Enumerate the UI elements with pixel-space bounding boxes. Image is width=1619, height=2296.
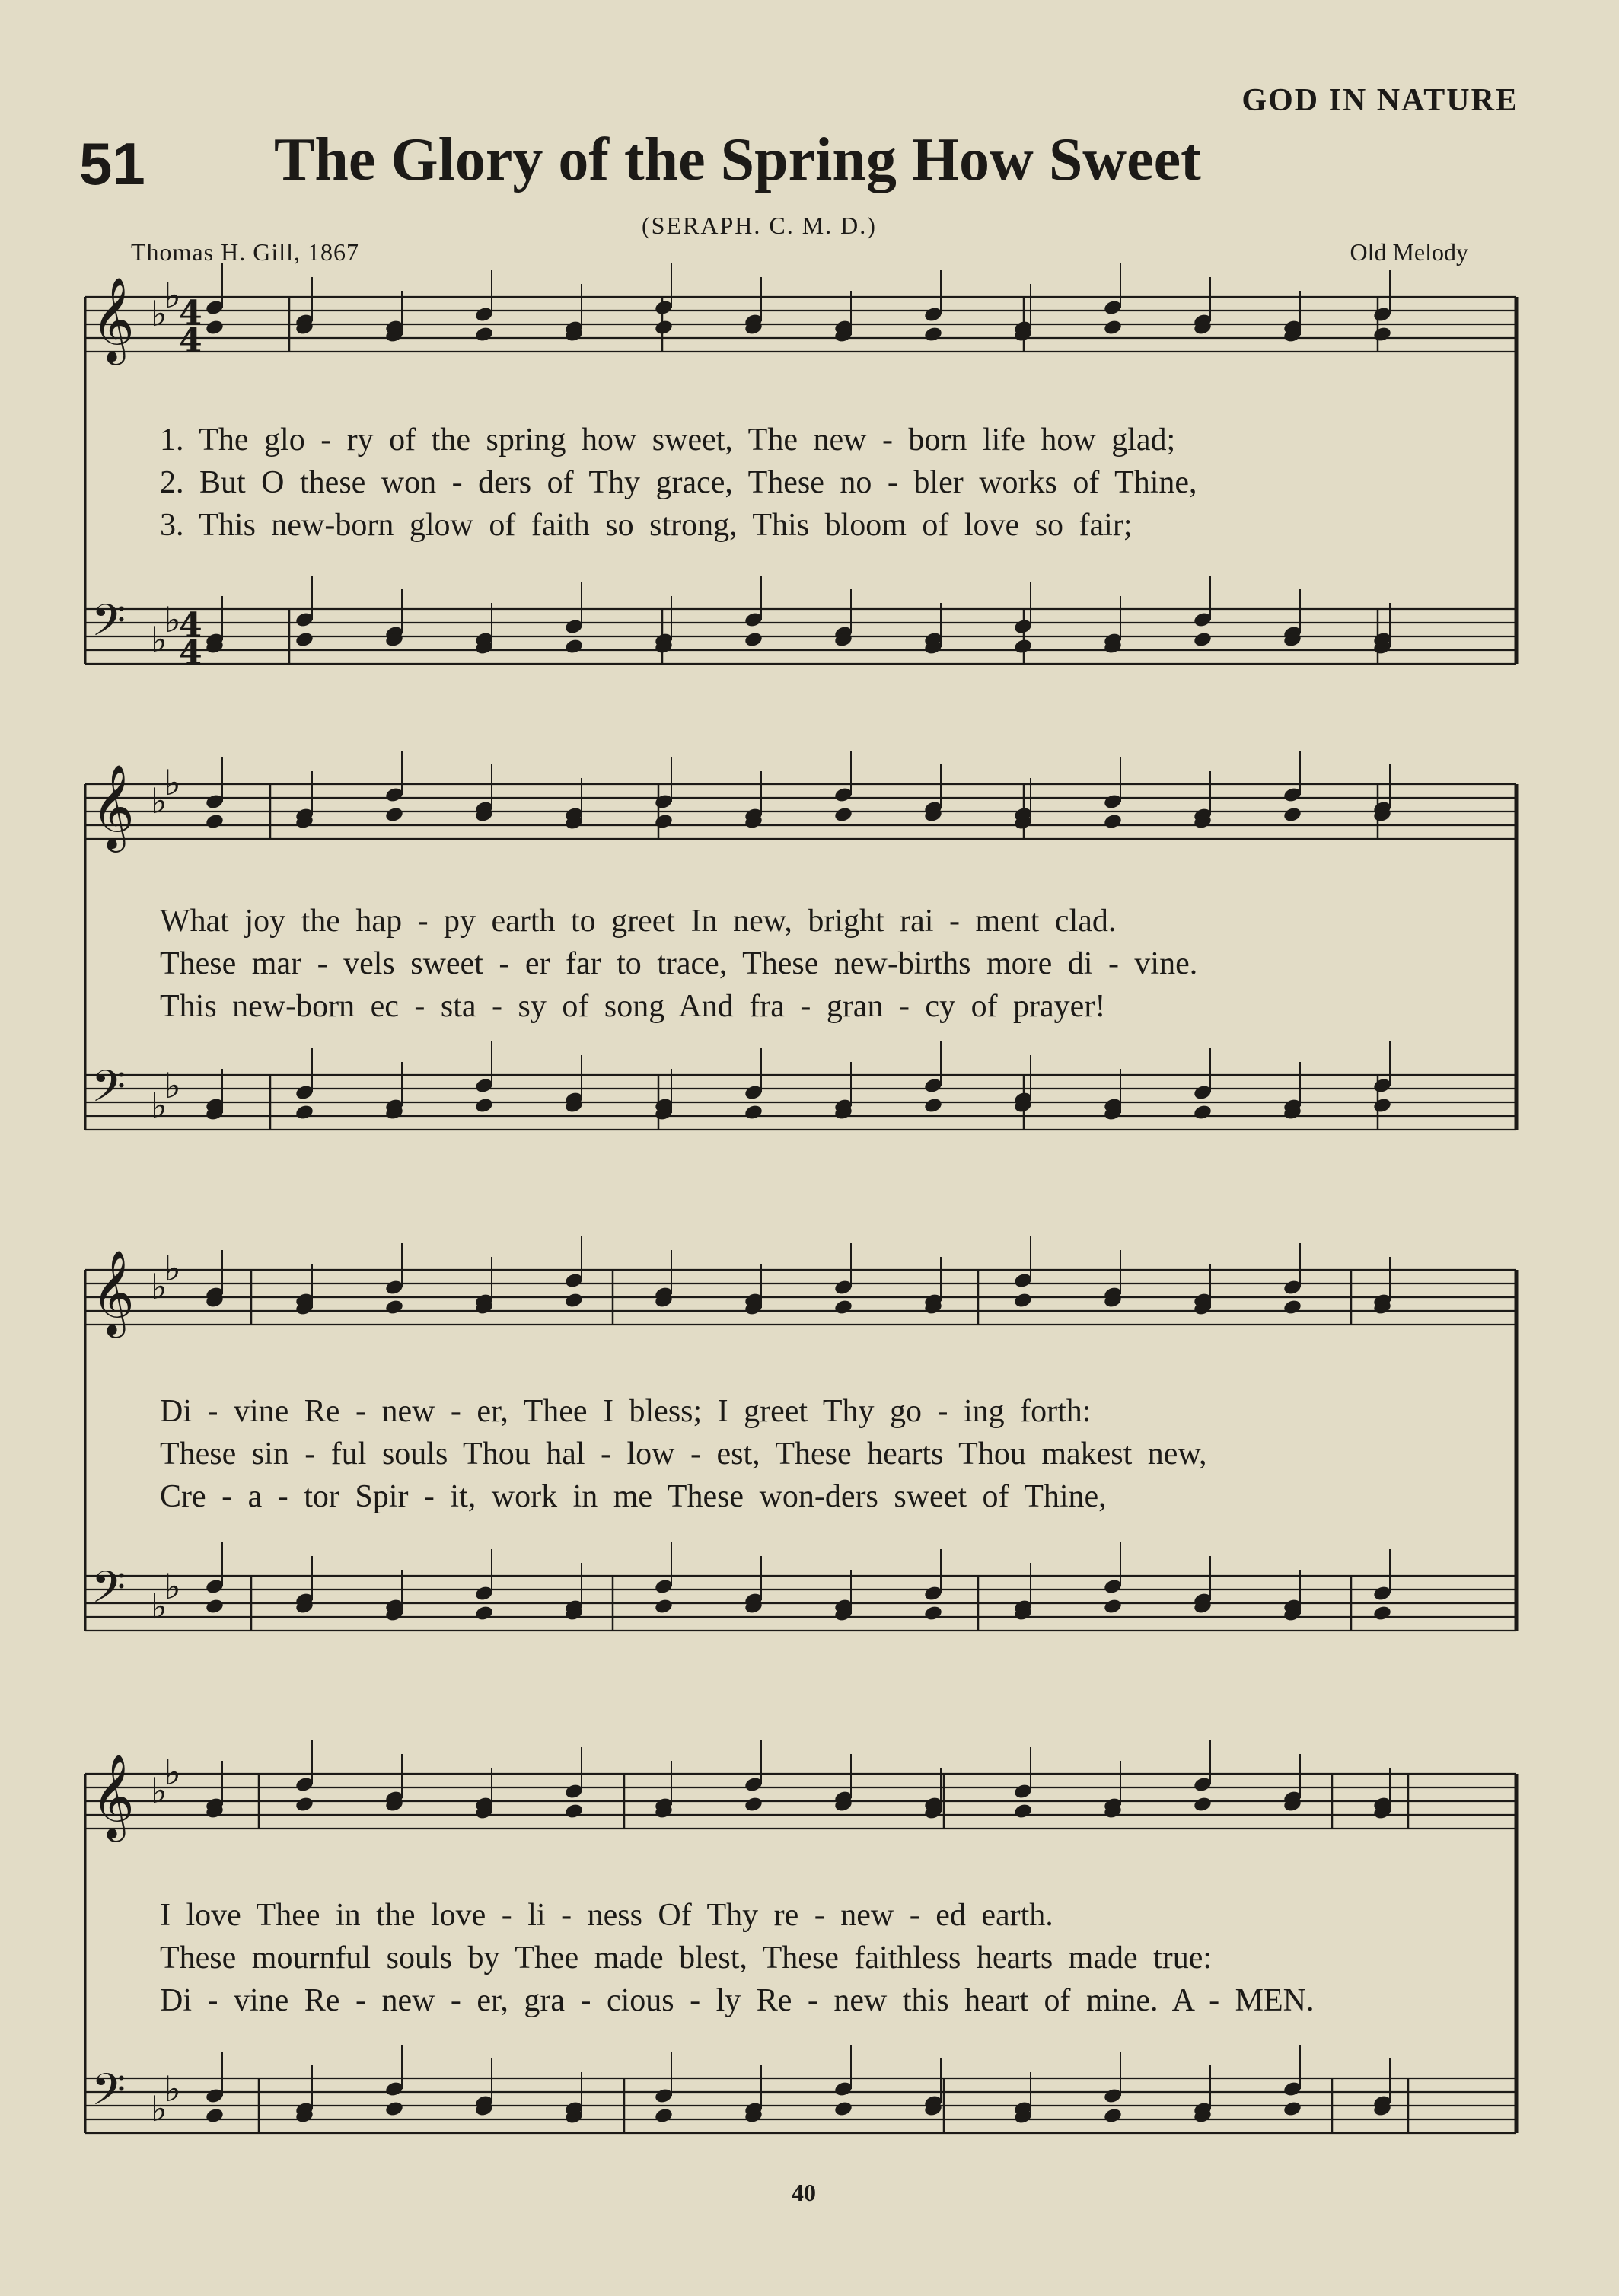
note-head xyxy=(923,326,943,343)
flat-sign: ♭ xyxy=(164,2068,181,2109)
note-head xyxy=(833,806,853,824)
note-head xyxy=(923,1097,943,1115)
note-head xyxy=(384,1299,404,1316)
hymn-title: The Glory of the Spring How Sweet xyxy=(274,126,1201,193)
time-signature: 4 xyxy=(179,294,202,333)
flat-sign: ♭ xyxy=(151,780,167,821)
note-head xyxy=(1372,326,1392,343)
note-head xyxy=(1283,806,1302,824)
flat-sign: ♭ xyxy=(164,1752,181,1793)
flat-sign: ♭ xyxy=(164,1065,181,1106)
lyric-line: Di - vine Re - new - er, gra - cious - ly Re - new this heart of mine. A - MEN. xyxy=(160,1983,1315,2018)
lyric-line: 2. But O these won - ders of Thy grace, These no - bler works of Thine, xyxy=(160,465,1197,500)
lyric-line: Cre - a - tor Spir - it, work in me These won-ders sweet of Thine, xyxy=(160,1479,1107,1514)
note-head xyxy=(744,1104,763,1121)
note-head xyxy=(1193,1104,1213,1121)
flat-sign: ♭ xyxy=(151,1085,167,1126)
note-head xyxy=(474,1097,494,1115)
flat-sign: ♭ xyxy=(151,619,167,660)
note-head xyxy=(1103,2107,1123,2125)
lyric-line: These mournful souls by Thee made blest, These faithless hearts made true: xyxy=(160,1940,1213,1976)
note-head xyxy=(384,806,404,824)
note-head xyxy=(1283,1299,1302,1316)
note-head xyxy=(474,1605,494,1622)
note-head xyxy=(1193,631,1213,649)
lyric-line: I love Thee in the love - li - ness Of Thy re - new - ed earth. xyxy=(160,1898,1053,1933)
lyric-line: This new-born ec - sta - sy of song And fra - gran - cy of prayer! xyxy=(160,989,1106,1024)
note-head xyxy=(205,1598,225,1615)
bass-clef: 𝄢 xyxy=(91,595,126,657)
note-head xyxy=(205,813,225,831)
note-head xyxy=(295,631,314,649)
flat-sign: ♭ xyxy=(151,1266,167,1307)
note-head xyxy=(384,2100,404,2118)
note-head xyxy=(564,638,584,655)
flat-sign: ♭ xyxy=(164,1566,181,1607)
note-head xyxy=(923,1605,943,1622)
note-head xyxy=(1372,1605,1392,1622)
treble-clef: 𝄞 xyxy=(91,1249,135,1335)
bass-clef: 𝄢 xyxy=(91,2064,126,2126)
time-signature: 4 xyxy=(179,606,202,645)
note-head xyxy=(1013,638,1033,655)
lyric-line: These mar - vels sweet - er far to trace, These new-births more di - vine. xyxy=(160,946,1198,981)
flat-sign: ♭ xyxy=(151,1770,167,1811)
note-head xyxy=(1013,1803,1033,1820)
note-head xyxy=(474,326,494,343)
tune-meter: (SERAPH. C. M. D.) xyxy=(642,212,877,239)
composer-credit: Old Melody xyxy=(1350,238,1468,266)
note-head xyxy=(1103,319,1123,336)
lyric-line: 1. The glo - ry of the spring how sweet, The new - born life how glad; xyxy=(160,423,1176,458)
note-head xyxy=(654,1598,674,1615)
note-head xyxy=(833,2100,853,2118)
treble-clef: 𝄞 xyxy=(91,764,135,849)
lyric-line: Di - vine Re - new - er, Thee I bless; I greet Thy go - ing forth: xyxy=(160,1394,1092,1429)
note-head xyxy=(654,319,674,336)
note-head xyxy=(205,319,225,336)
hymn-number: 51 xyxy=(79,130,145,197)
note-head xyxy=(295,1796,314,1813)
note-head xyxy=(1372,1097,1392,1115)
note-head xyxy=(564,1803,584,1820)
flat-sign: ♭ xyxy=(164,762,181,803)
note-head xyxy=(1193,1796,1213,1813)
flat-sign: ♭ xyxy=(151,293,167,334)
note-head xyxy=(564,1292,584,1309)
note-head xyxy=(833,1299,853,1316)
treble-clef: 𝄞 xyxy=(91,276,135,362)
note-head xyxy=(1013,1292,1033,1309)
note-head xyxy=(295,1104,314,1121)
lyric-line: These sin - ful souls Thou hal - low - est, These hearts Thou makest new, xyxy=(160,1437,1207,1472)
section-heading: GOD IN NATURE xyxy=(1241,83,1519,118)
flat-sign: ♭ xyxy=(164,275,181,316)
note-head xyxy=(744,1796,763,1813)
treble-clef: 𝄞 xyxy=(91,1753,135,1838)
note-head xyxy=(654,813,674,831)
page-number: 40 xyxy=(792,2179,816,2206)
note-head xyxy=(654,2107,674,2125)
flat-sign: ♭ xyxy=(164,599,181,640)
lyric-line: What joy the hap - py earth to greet In new, bright rai - ment clad. xyxy=(160,904,1117,939)
note-head xyxy=(1103,813,1123,831)
author-credit: Thomas H. Gill, 1867 xyxy=(131,238,359,266)
time-signature: 4 xyxy=(179,633,202,672)
note-head xyxy=(1103,1598,1123,1615)
flat-sign: ♭ xyxy=(164,1248,181,1289)
flat-sign: ♭ xyxy=(151,1586,167,1627)
bass-clef: 𝄢 xyxy=(91,1060,126,1123)
note-head xyxy=(1283,2100,1302,2118)
note-head xyxy=(205,2107,225,2125)
bass-clef: 𝄢 xyxy=(91,1561,126,1624)
time-signature: 4 xyxy=(179,321,202,360)
note-head xyxy=(744,631,763,649)
flat-sign: ♭ xyxy=(151,2088,167,2129)
lyric-line: 3. This new-born glow of faith so strong, This bloom of love so fair; xyxy=(160,508,1133,543)
